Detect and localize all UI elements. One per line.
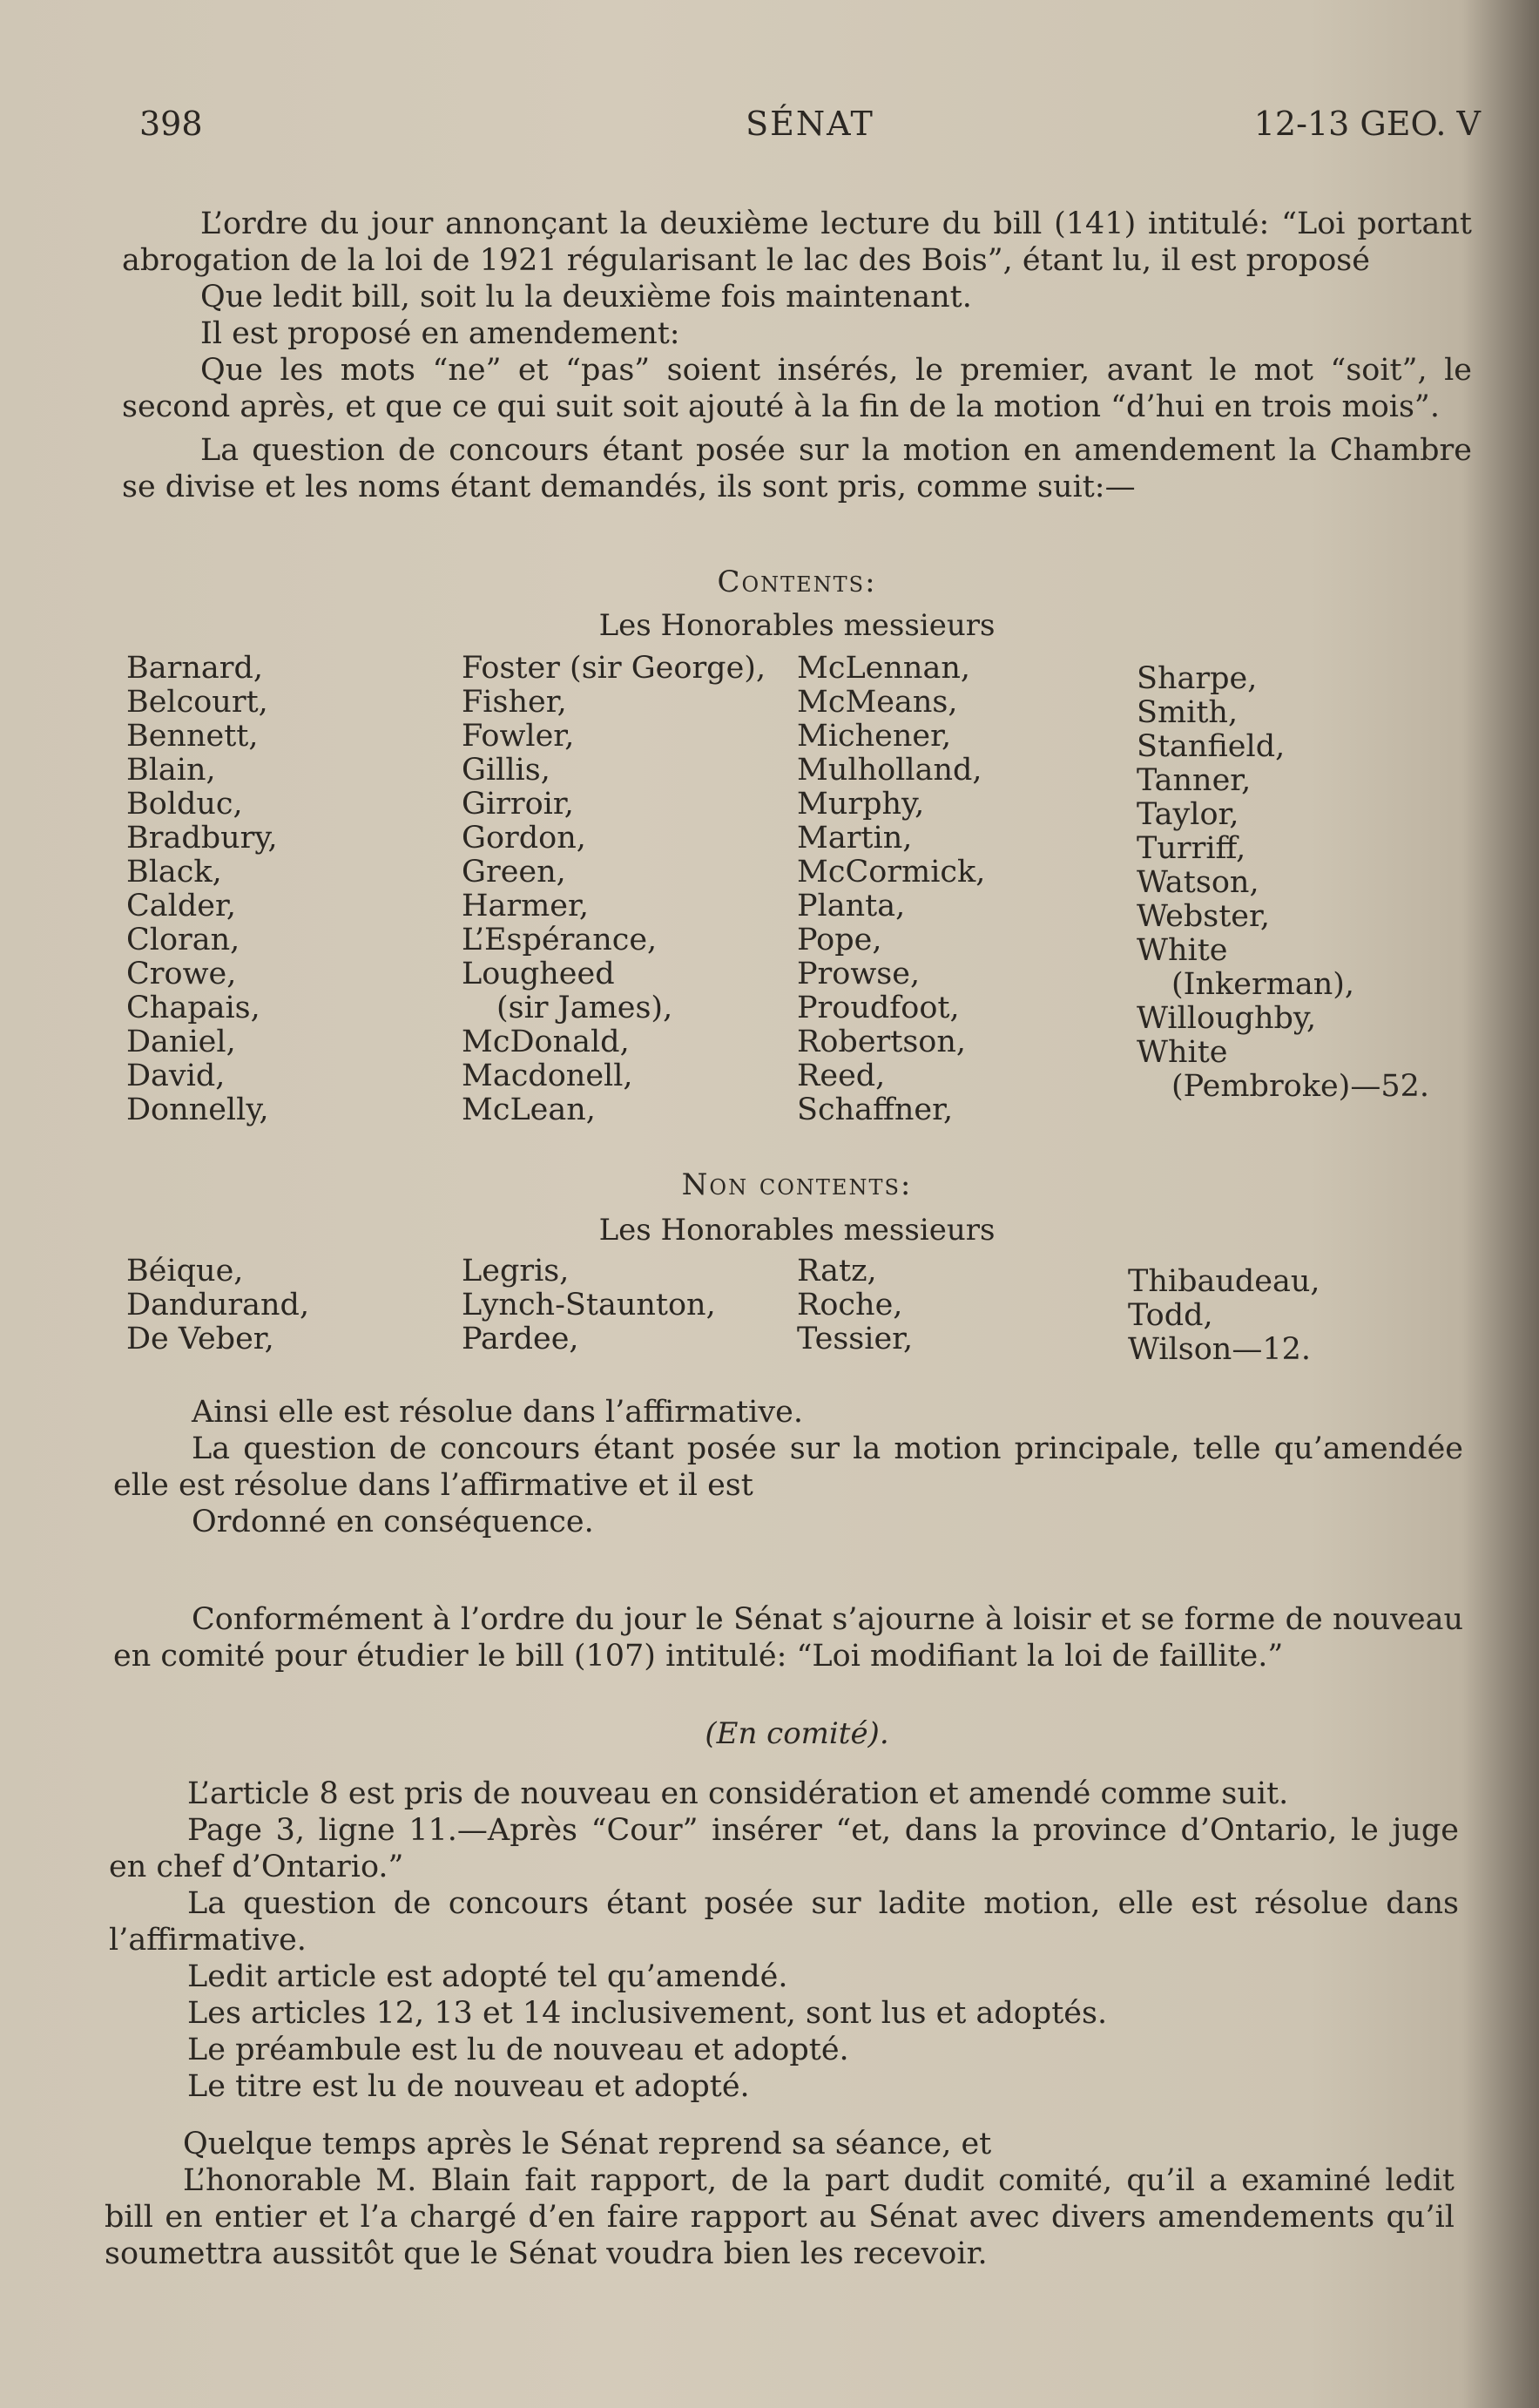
paragraph: Le préambule est lu de nouveau et adopté. <box>187 2033 849 2067</box>
name-entry: Fowler, <box>462 719 575 754</box>
paragraph: La question de concours étant posée sur la motion en amendement la Chambre se divise et les noms étant demandés, ils sont pris, comme suit:— <box>122 433 1472 504</box>
name-entry: Donnelly, <box>126 1092 269 1127</box>
name-entry: Roche, <box>797 1288 903 1322</box>
name-entry: Martin, <box>797 821 913 856</box>
name-entry: Lynch-Staunton, <box>462 1288 716 1322</box>
name-entry: De Veber, <box>126 1322 274 1356</box>
committee-intro <box>113 1601 1463 1674</box>
name-entry: Chapais, <box>126 991 260 1025</box>
name-entry: Bolduc, <box>126 787 243 822</box>
page-number: 398 <box>139 105 203 143</box>
contents-column-2 <box>462 652 766 1127</box>
name-entry: Webster, <box>1137 899 1270 934</box>
name-entry: Fisher, <box>462 685 567 720</box>
regnal-year: 12-13 GEO. V <box>1253 105 1481 143</box>
name-entry: Proudfoot, <box>797 991 960 1025</box>
contents-column-3 <box>797 652 985 1127</box>
name-entry: Black, <box>126 855 222 889</box>
name-entry: Pardee, <box>462 1322 579 1356</box>
name-entry: Pope, <box>797 923 882 957</box>
contents-column-4 <box>1137 662 1429 1104</box>
name-entry: Blain, <box>126 753 216 788</box>
name-entry: Foster (sir George), <box>462 651 766 686</box>
name-entry: Ratz, <box>797 1254 877 1289</box>
name-entry: Macdonell, <box>462 1059 633 1093</box>
name-entry: Todd, <box>1128 1298 1213 1333</box>
name-entry: Bradbury, <box>126 821 278 856</box>
paragraph: Ordonné en conséquence. <box>192 1505 594 1539</box>
contents-column-1 <box>126 652 278 1127</box>
name-entry: Green, <box>462 855 566 889</box>
name-entry: Stanfield, <box>1137 729 1286 764</box>
name-entry: Daniel, <box>126 1025 236 1059</box>
name-entry: Barnard, <box>126 651 263 686</box>
non-contents-column-1 <box>126 1255 309 1356</box>
paragraph: Ledit article est adopté tel qu’amendé. <box>187 1959 788 1994</box>
paragraph: Le titre est lu de nouveau et adopté. <box>187 2069 750 2104</box>
name-entry: Belcourt, <box>126 685 268 720</box>
name-entry: Thibaudeau, <box>1128 1264 1320 1299</box>
name-entry: Bennett, <box>126 719 259 754</box>
name-entry: Béique, <box>126 1254 244 1289</box>
resolution-block <box>113 1394 1463 1540</box>
name-entry: Prowse, <box>797 957 921 991</box>
paragraph: Conformément à l’ordre du jour le Sénat s’ajourne à loisir et se forme de nouveau en comité pour étudier le bill (107) intitulé: “Loi modifiant la loi de faillite.” <box>113 1602 1463 1674</box>
contents-subheading: Les Honorables messieurs <box>598 608 996 643</box>
name-entry: Planta, <box>797 889 906 923</box>
name-entry: Taylor, <box>1137 797 1239 832</box>
name-entry: Crowe, <box>126 957 237 991</box>
paragraph: Il est proposé en amendement: <box>200 316 680 351</box>
name-entry: Reed, <box>797 1059 886 1093</box>
page-header <box>139 105 1481 157</box>
name-entry: (sir James), <box>496 991 673 1025</box>
motion-block <box>122 206 1472 505</box>
name-entry: Robertson, <box>797 1025 967 1059</box>
name-entry: (Inkerman), <box>1171 967 1355 1002</box>
non-contents-column-3 <box>797 1255 913 1356</box>
name-entry: Watson, <box>1137 865 1259 900</box>
paragraph: Que les mots “ne” et “pas” soient insérés, le premier, avant le mot “soit”, le second après, et que ce qui suit soit ajouté à la fin de la motion “d’hui en trois mois”. <box>122 353 1472 424</box>
name-entry: Legris, <box>462 1254 570 1289</box>
name-entry: David, <box>126 1059 226 1093</box>
name-entry: (Pembroke)—52. <box>1171 1069 1429 1104</box>
paragraph: Page 3, ligne 11.—Après “Cour” insérer “et, dans la province d’Ontario, le juge en chef d’Ontario.” <box>109 1813 1459 1884</box>
name-entry: McLennan, <box>797 651 971 686</box>
name-entry: Wilson—12. <box>1128 1332 1311 1367</box>
name-entry: Michener, <box>797 719 952 754</box>
committee-block <box>109 1776 1459 2105</box>
paragraph: L’honorable M. Blain fait rapport, de la part dudit comité, qu’il a examiné ledit bill en entier et l’a chargé d’en faire rapport au Sénat avec divers amendements qu’il soumettra aussitôt que le Sénat voudra bien les recevoir. <box>105 2163 1455 2271</box>
name-entry: Turriff, <box>1137 831 1246 866</box>
report-block <box>105 2126 1455 2272</box>
name-entry: McLean, <box>462 1092 596 1127</box>
name-entry: Cloran, <box>126 923 240 957</box>
paragraph: Ainsi elle est résolue dans l’affirmative. <box>192 1395 803 1430</box>
non-contents-subheading: Les Honorables messieurs <box>598 1213 996 1248</box>
name-entry: Smith, <box>1137 695 1239 730</box>
running-title: SÉNAT <box>746 105 874 143</box>
name-entry: Schaffner, <box>797 1092 954 1127</box>
name-entry: L’Espérance, <box>462 923 658 957</box>
name-entry: Dandurand, <box>126 1288 310 1322</box>
non-contents-heading: Non contents: <box>681 1167 913 1202</box>
name-entry: Murphy, <box>797 787 925 822</box>
name-entry: Mulholland, <box>797 753 982 788</box>
committee-heading: (En comité). <box>705 1716 889 1751</box>
paragraph: La question de concours étant posée sur la motion principale, telle qu’amendée elle est résolue dans l’affirmative et il est <box>113 1431 1463 1503</box>
paragraph: Les articles 12, 13 et 14 inclusivement, sont lus et adoptés. <box>187 1996 1108 2031</box>
name-entry: Tessier, <box>797 1322 914 1356</box>
contents-heading: Contents: <box>717 565 877 599</box>
name-entry: Gordon, <box>462 821 586 856</box>
name-entry: McDonald, <box>462 1025 630 1059</box>
name-entry: Gillis, <box>462 753 550 788</box>
name-entry: Sharpe, <box>1137 661 1258 696</box>
name-entry: White <box>1137 933 1228 968</box>
paragraph: L’article 8 est pris de nouveau en considération et amendé comme suit. <box>187 1776 1289 1811</box>
name-entry: Harmer, <box>462 889 590 923</box>
paragraph: Que ledit bill, soit lu la deuxième fois maintenant. <box>200 280 972 315</box>
paragraph: L’ordre du jour annonçant la deuxième lecture du bill (141) intitulé: “Loi portant abrogation de la loi de 1921 régularisant le lac des Bois”, étant lu, il est proposé <box>122 206 1472 278</box>
non-contents-column-4 <box>1128 1265 1320 1367</box>
name-entry: McMeans, <box>797 685 958 720</box>
name-entry: Lougheed <box>462 957 615 991</box>
paragraph: Quelque temps après le Sénat reprend sa séance, et <box>183 2127 992 2161</box>
name-entry: Tanner, <box>1137 763 1252 798</box>
name-entry: McCormick, <box>797 855 986 889</box>
non-contents-column-2 <box>462 1255 716 1356</box>
name-entry: Girroir, <box>462 787 574 822</box>
name-entry: Calder, <box>126 889 236 923</box>
name-entry: Willoughby, <box>1137 1001 1317 1036</box>
paragraph: La question de concours étant posée sur ladite motion, elle est résolue dans l’affirmative. <box>109 1886 1459 1958</box>
name-entry: White <box>1137 1035 1228 1070</box>
